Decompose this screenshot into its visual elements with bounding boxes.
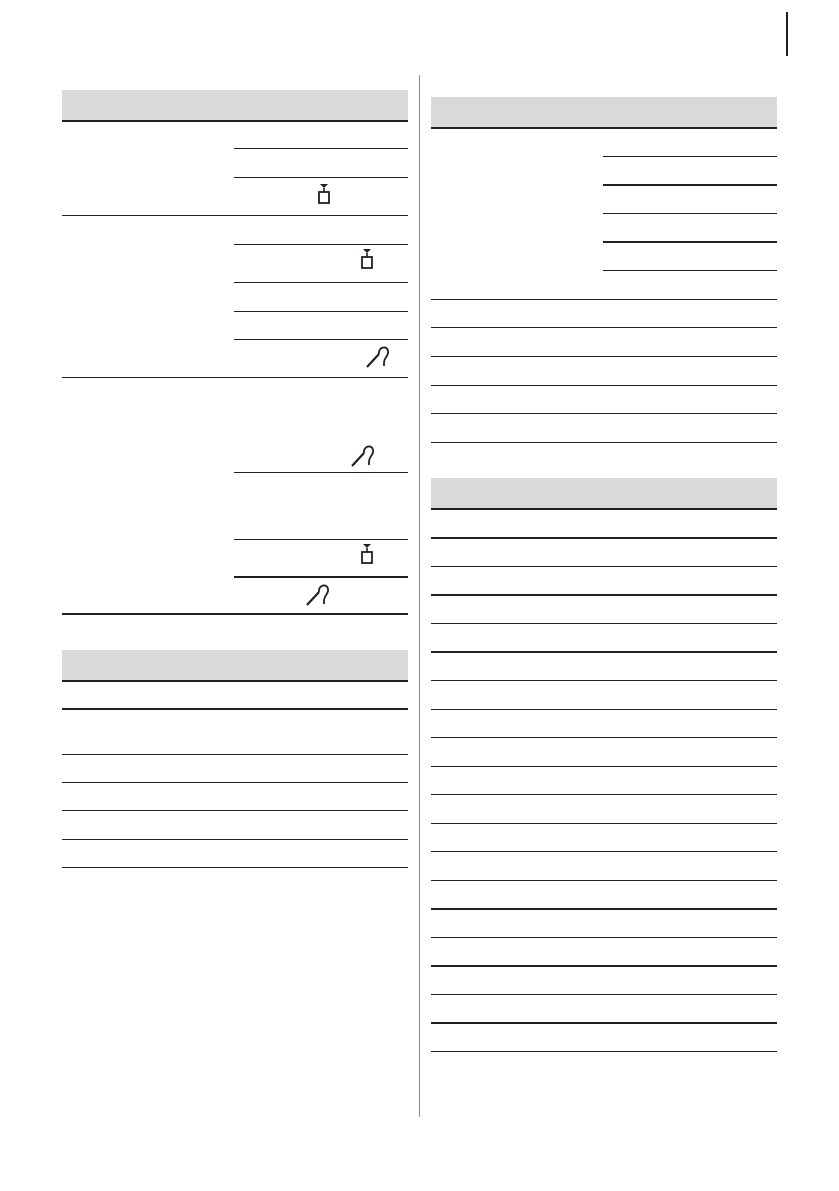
table-header xyxy=(62,90,408,122)
table-header xyxy=(62,650,408,682)
row-divider xyxy=(431,385,777,386)
table-bottom-rule xyxy=(62,867,408,868)
row-divider xyxy=(234,244,408,245)
row-divider xyxy=(431,823,777,824)
group-divider xyxy=(62,377,408,378)
row-divider xyxy=(234,148,408,149)
row-divider xyxy=(431,880,777,881)
table-header xyxy=(431,97,777,129)
row-divider xyxy=(62,810,408,811)
weight-icon xyxy=(359,248,375,270)
row-divider xyxy=(234,177,408,178)
table-bottom-rule xyxy=(62,613,408,615)
row-divider xyxy=(431,594,777,596)
row-divider xyxy=(62,782,408,783)
row-divider xyxy=(603,156,777,157)
row-divider xyxy=(431,908,777,910)
row-divider xyxy=(234,282,408,283)
group-divider xyxy=(431,299,777,300)
meat-probe-icon xyxy=(350,442,378,468)
row-divider xyxy=(603,184,777,186)
row-divider xyxy=(431,651,777,653)
meat-probe-icon xyxy=(365,343,393,369)
row-divider xyxy=(431,766,777,767)
row-divider xyxy=(234,311,408,312)
weight-icon xyxy=(359,543,375,565)
row-divider xyxy=(62,708,408,710)
row-divider xyxy=(431,327,777,328)
row-divider xyxy=(62,754,408,755)
row-divider xyxy=(603,213,777,214)
row-divider xyxy=(603,241,777,243)
row-divider xyxy=(431,794,777,795)
row-divider xyxy=(431,994,777,995)
cooking-table-3 xyxy=(431,97,777,445)
table-bottom-rule xyxy=(431,442,777,443)
row-divider xyxy=(431,413,777,414)
row-divider xyxy=(234,472,408,473)
group-divider xyxy=(62,215,408,216)
cooking-table-4 xyxy=(431,478,777,1054)
row-divider xyxy=(431,737,777,738)
row-divider xyxy=(431,709,777,710)
row-divider xyxy=(431,965,777,967)
row-divider xyxy=(603,270,777,271)
page-edge-mark xyxy=(786,12,788,56)
meat-probe-icon xyxy=(305,581,333,607)
row-divider xyxy=(431,937,777,938)
table-bottom-rule xyxy=(431,1051,777,1052)
row-divider xyxy=(431,566,777,567)
row-divider xyxy=(234,576,408,578)
row-divider xyxy=(431,623,777,624)
row-divider xyxy=(62,839,408,840)
row-divider xyxy=(431,537,777,539)
cooking-table-2 xyxy=(62,650,408,870)
cooking-table-1 xyxy=(62,90,408,616)
row-divider xyxy=(431,356,777,357)
row-divider xyxy=(431,1022,777,1024)
weight-icon xyxy=(316,183,332,205)
row-divider xyxy=(431,680,777,681)
row-divider xyxy=(431,851,777,852)
row-divider xyxy=(234,539,408,540)
row-divider xyxy=(234,339,408,340)
column-divider xyxy=(419,75,420,1117)
table-header xyxy=(431,478,777,510)
